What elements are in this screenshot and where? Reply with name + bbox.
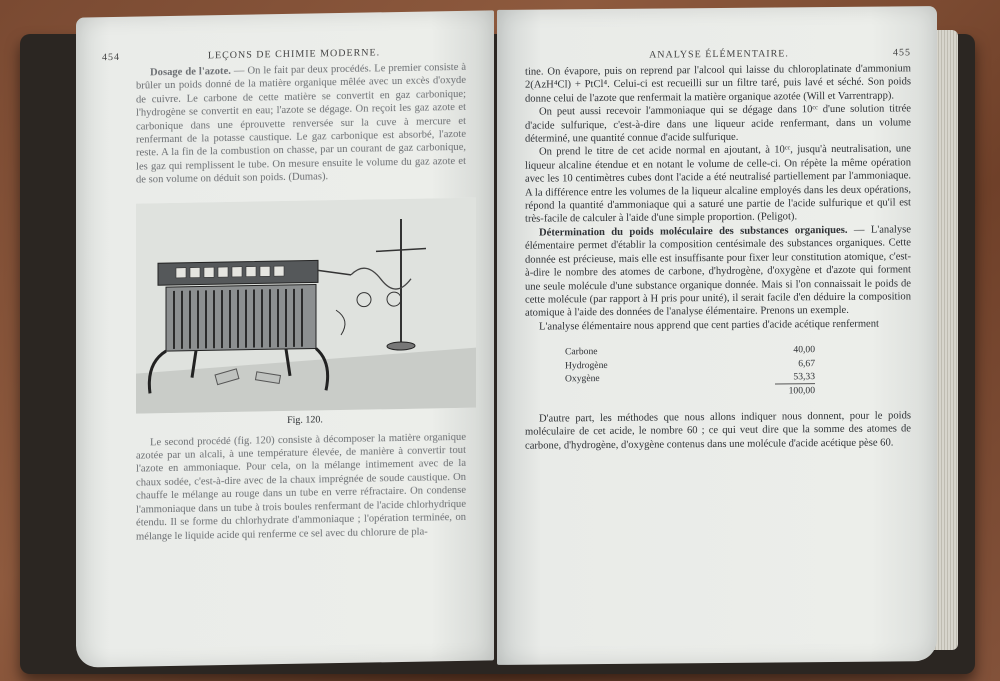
paragraph-5: L'analyse élémentaire nous apprend que cent parties d'acide acétique renferment bbox=[539, 318, 880, 333]
paragraph-3: On prend le titre de cet acide normal en ajoutant, à 10ᶜᶜ, jusqu'à neutralisation, une liqueur alcaline étendue et en notant le volume de celle-ci. On répète la même opération avec les 10 centimètres cubes dont l'acide a été neutralisé partiellement par l'ammoniaque. A la différence entre les volumes de la liqueur alcaline employés dans les deux opérations, répond la quantité d'ammoniaque qui a saturé une partie de l'acide sulfurique et qu'il est très-facile de calculer à l'aide d'une simple proportion. (Peligot). bbox=[525, 143, 911, 226]
paragraph-6: D'autre part, les méthodes que nous allons indiquer nous donnent, pour le poids moléculaire de cet acide, le nombre 60 ; ce qui veut dire que la somme des atomes de carbone, d'hydrogène, d'oxygène contenus dans une molécule d'acide acétique pèse 60. bbox=[525, 410, 911, 452]
running-head: LEÇONS DE CHIMIE MODERNE. bbox=[207, 46, 381, 61]
paragraph-2: On peut aussi recevoir l'ammoniaque qui se dégage dans 10ᶜᶜ d'une solution titrée d'acide sulfurique, c'est-à-dire dans une liqueur acide renfermant, dans un volume déterminé, une quantité connue d'acide sulfurique. bbox=[525, 103, 911, 145]
paragraph-1: tine. On évapore, puis on reprend par l'alcool qui laisse du chloroplatinate d'ammonium 2(AzH⁴Cl) + PtCl⁴. Celui-ci est recueilli sur un filtre taré, puis lavé et séché. Son poids donne celui de l'azote que renfermait la matière organique azotée (Will et Varrentrapp). bbox=[525, 63, 911, 105]
section-title: Détermination du poids moléculaire des substances organiques. bbox=[539, 224, 848, 239]
left-second bbox=[76, 430, 494, 545]
composition-row: Carbone 40,00 bbox=[565, 344, 815, 358]
intro-paragraph: — On le fait par deux procédés. Le premier consiste à brûler un poids donné de la matière organique mêlée avec un excès d'oxyde de cuivre. Le carbone de cette matière se convertit en gaz carbonique; l'hydrogène se convertit en eau; l'azote se dégage. On reçoit les gaz azote et carbonique dans une éprouvette renversée sur la cuve à mercure et renfermant de la potasse caustique. Le gaz carbonique est absorbé, l'azote reste. A la fin de la combustion on chasse, par un courant de gaz carbonique, les gaz qui remplissent le tube. On mesure ensuite le volume du gaz azote et de son volume on déduit son poids. (Dumas). bbox=[136, 61, 466, 186]
right-text bbox=[497, 62, 937, 453]
figure-caption: Fig. 120. bbox=[287, 413, 323, 426]
right-page bbox=[497, 6, 937, 665]
composition-table bbox=[565, 343, 815, 400]
composition-row: Oxygène 53,33 bbox=[565, 371, 815, 385]
left-page bbox=[76, 10, 494, 667]
section-title: Dosage de l'azote. bbox=[150, 65, 231, 79]
apparatus-figure bbox=[136, 197, 476, 413]
composition-total: 100,00 bbox=[775, 383, 815, 398]
page-number: 454 bbox=[102, 51, 120, 63]
running-head: ANALYSE ÉLÉMENTAIRE. bbox=[649, 47, 789, 61]
second-paragraph: Le second procédé (fig. 120) consiste à décomposer la matière organique azotée par un alcali, à une température élevée, de manière à convertir tout l'azote en ammoniaque. Pour cela, on la mélange intimement avec de la chaux sodée, c'est-à-dire avec de la chaux imprégnée de soude caustique. On chauffe le mélange au rouge dans un tube en verre réfractaire. On condense l'ammoniaque dans un tube à trois boules renfermant de l'acide chlorhydrique étendu. Il se forme du chlorhydrate d'ammoniaque ; l'opération terminée, on mélange le liquide acide qui renferme ce sel avec du chlorure de pla- bbox=[136, 431, 466, 543]
left-intro bbox=[76, 60, 494, 188]
paragraph-4: — L'analyse élémentaire permet d'établir la composition centésimale des substances organiques. Cette donnée est précieuse, mais elle est insuffisante pour fixer leur constitution atomique, c'est-à-dire le nombre des atomes de carbone, d'hydrogène, d'oxygène et d'azote qui forment une seule molécule d'une substance organique donnée. Mais si l'on connaissait le poids de cette molécule (par rapport à H pris pour unité), il serait facile d'en déduire la composition atomique à l'aide des données de l'analyse élémentaire. Prenons un exemple. bbox=[525, 224, 911, 319]
combustion-furnace-illustration bbox=[136, 197, 476, 413]
composition-row: Hydrogène 6,67 bbox=[565, 357, 815, 371]
page-number: 455 bbox=[892, 46, 911, 58]
